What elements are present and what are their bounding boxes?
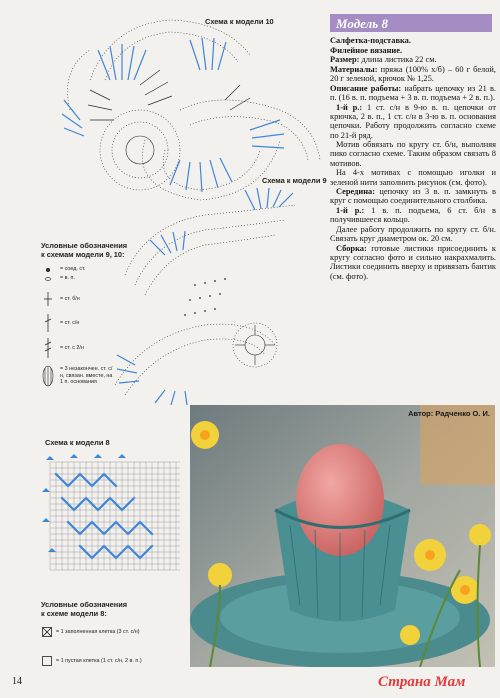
- diagram-title-model-10: Схема к модели 10: [205, 17, 274, 26]
- paragraph-join: На 4-х мотивах с помощью иголки и зеленой нити заполнить рисунок (см. фото).: [330, 168, 496, 187]
- site-watermark: Страна Мам: [378, 674, 466, 690]
- legend-item-empty-cell: = 1 пустая клетка (1 ст. с/н, 2 в. п.): [56, 658, 142, 664]
- article-text: Салфетка-подставка. Филейное вязание. Размер: длина листика 22 см. Материалы: пряжа (100% х/б) – 60 г белой, 20 г зеленой, крючок № 1,25. Описание работы: набрать цепочку из 21 в. п. (16 в. п. подъема + 3 в. п. подъема + 2 в. п.). 1-й р.: 1 ст. с/н в 9-ю в. п. цепочки от крючка, 2 в. п., 1 ст. с/н в 3-ю в. п. основания цепочки. Работу продолжить согласно схеме по 21-й ряд. Мотив обвязать по кругу ст. б/н, выполняя пико согласно схеме. Таким образом связать 8 мотивов. На 4-х мотивах с помощью иголки и зеленой нити заполнить рисунок (см. фото). Середина: цепочку из 3 в. п. замкнуть в круг с помощью соединительного столбика. 1-й р.: 1 в. п. подъема, 6 ст. б/н в получившееся кольцо. Далее работу продолжить по кругу ст. б/н. Связать круг диаметром ок. 20 см. Сборка: готовые листики присоединить к кругу согласно фото и сильно накрахмалить. Листики соединить вверху и привязать бантик (см. фото).: [330, 36, 497, 281]
- legend-item-chain: = в. п.: [60, 275, 75, 281]
- diagram-title-model-8: Схема к модели 8: [45, 438, 110, 447]
- legend-item-slip-stitch: = соед. ст.: [60, 266, 86, 272]
- legend-item-single-crochet: = ст. б/н: [60, 296, 80, 302]
- legend-9-10-title: Условные обозначения к схемам модели 9, 10:: [41, 241, 128, 259]
- article-subtitle: Филейное вязание.: [330, 45, 403, 55]
- crochet-diagram-model-9: [105, 185, 315, 405]
- legend-item-cluster: = 3 незакончен. ст. с/н, связан. вместе, на 1 п. основания: [60, 366, 113, 386]
- article-title: Салфетка-подставка.: [330, 36, 411, 45]
- filet-grid-model-8: [40, 452, 190, 582]
- egg-holder-photo: [190, 405, 495, 667]
- page-number: 14: [12, 676, 22, 687]
- paragraph-motif: Мотив обвязать по кругу ст. б/н, выполняя пико согласно схеме. Таким образом связать 8 мотивов.: [330, 140, 496, 168]
- legend-9-10-symbols: [38, 262, 60, 392]
- diagram-title-model-9: Схема к модели 9: [262, 176, 327, 185]
- model-header: Модель 8: [330, 14, 492, 32]
- empty-cell-icon: [42, 656, 52, 666]
- legend-item-filled-cell: = 1 заполненная клетка (3 ст. с/н): [56, 629, 140, 635]
- filled-cell-icon: [42, 627, 52, 637]
- legend-8-title: Условные обозначения к схеме модели 8:: [41, 600, 128, 618]
- photo-credit: Автор: Радченко О. И.: [408, 409, 490, 418]
- paragraph-continue: Далее работу продолжить по кругу ст. б/н. Связать круг диаметром ок. 20 см.: [330, 225, 496, 244]
- legend-item-double-crochet: = ст. с/н: [60, 320, 80, 326]
- legend-item-treble-crochet: = ст. с 2/н: [60, 345, 84, 351]
